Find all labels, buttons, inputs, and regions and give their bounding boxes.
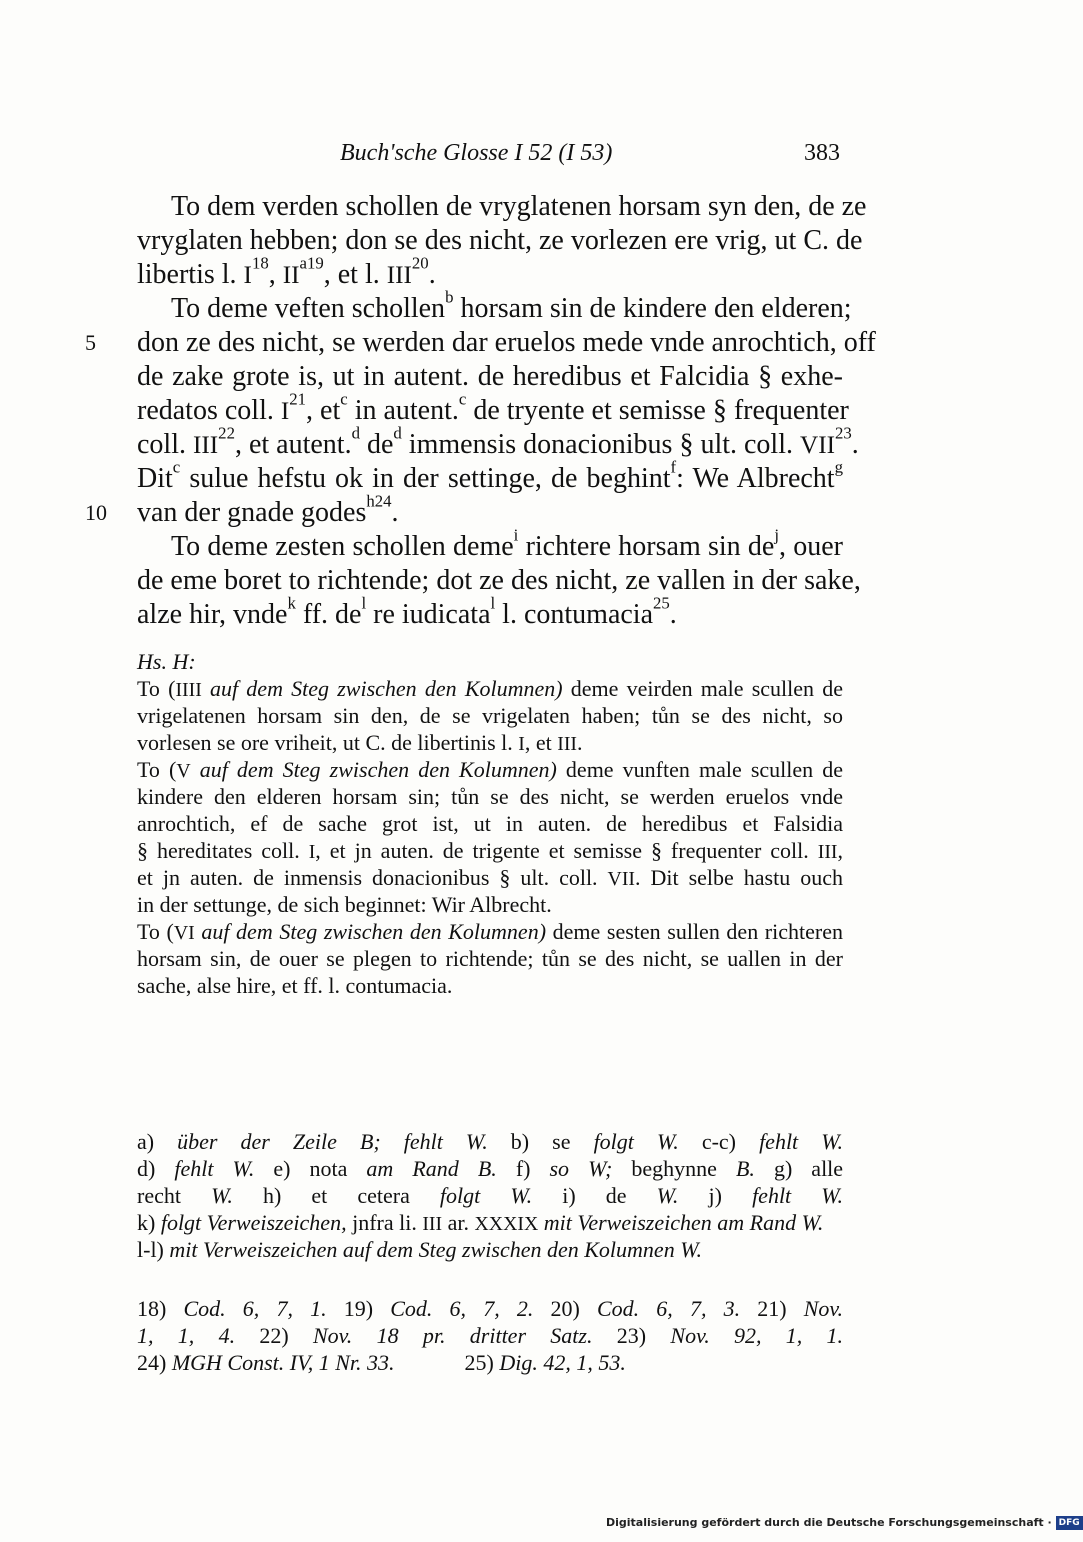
footnote-ref: a19 <box>299 253 324 273</box>
critical-apparatus <box>137 1128 843 1263</box>
text-span: Cod. 6, 7, 2. <box>390 1296 534 1321</box>
roman-numeral: I <box>308 841 316 863</box>
roman-numeral: III <box>557 733 578 755</box>
roman-numeral: III <box>386 262 412 289</box>
text-span: de zake grote is, ut in autent. de heredibus et Falcidia § exhe- <box>137 361 843 392</box>
text-span: i) de <box>562 1183 657 1208</box>
text-span: . <box>669 599 677 630</box>
text-span: , et autent. <box>234 429 352 460</box>
text-span: 20) <box>550 1296 597 1321</box>
section-heading <box>137 648 843 675</box>
text-span: To deme veften schollen <box>171 293 446 324</box>
source-line <box>137 1349 843 1376</box>
editorial-note: auf dem Steg zwischen den Kolumnen) <box>201 676 563 701</box>
digitization-credit <box>606 1513 1083 1533</box>
text-span: ff. de <box>295 599 362 630</box>
text-line <box>137 389 849 428</box>
text-span: mit Verweiszeichen am Rand W. <box>538 1210 824 1235</box>
source-notes <box>137 1295 843 1376</box>
text-line <box>137 253 843 292</box>
text-span: h) et cetera <box>262 1183 440 1208</box>
text-span: b) se <box>510 1129 594 1154</box>
text-line <box>85 491 843 530</box>
footnote-ref: b <box>445 287 454 307</box>
footnote-ref: j <box>774 525 779 545</box>
text-span: . <box>428 259 436 290</box>
text-span: § hereditates coll. <box>137 838 309 863</box>
text-span: deme veirden male scullen de <box>562 676 843 701</box>
footnote-ref: 23 <box>834 423 852 443</box>
text-line <box>137 675 843 702</box>
text-span: alze hir, vnde <box>137 599 288 630</box>
text-span: : We Albrecht <box>676 463 835 494</box>
text-span: . <box>851 429 859 460</box>
text-span: vrigelatenen horsam sin den, de se vrigelaten haben; tůn se des nicht, so <box>137 703 843 728</box>
footnote-ref: d <box>393 423 402 443</box>
text-span: Dig. 42, 1, 53. <box>499 1350 626 1375</box>
text-span: sache, alse hire, et ff. l. contumacia. <box>137 973 453 998</box>
apparatus-line <box>137 1182 843 1209</box>
text-span: B. <box>735 1156 755 1181</box>
text-span: Cod. 6, 7, 1. <box>183 1296 327 1321</box>
text-span: . <box>391 497 399 528</box>
text-span: , ouer <box>779 531 843 562</box>
text-line <box>137 525 843 564</box>
text-span: horsam sin, de ouer se plegen to richtende; tůn se des nicht, se uallen in der <box>137 946 843 971</box>
text-span: 25) <box>464 1350 500 1375</box>
footnote-ref: k <box>287 593 296 613</box>
text-span: coll. <box>137 429 193 460</box>
footnote-ref: d <box>351 423 360 443</box>
text-span: To ( <box>137 919 174 944</box>
text-line <box>137 783 843 810</box>
main-text <box>85 190 876 632</box>
text-span: redatos coll. <box>137 395 281 426</box>
text-span: Dit <box>137 463 173 494</box>
apparatus-line <box>137 1128 843 1155</box>
text-line <box>137 837 843 864</box>
footnote-ref: c <box>172 457 181 477</box>
text-span: et jn auten. de inmensis donacionibus § ult. coll. <box>137 865 608 890</box>
text-span: l-l) <box>137 1237 170 1262</box>
running-title: Buch'sche Glosse I 52 (I 53) <box>340 140 613 166</box>
footnote-ref: 25 <box>653 593 670 613</box>
text-span: , et <box>306 395 341 426</box>
text-span: k) <box>137 1210 161 1235</box>
text-line <box>137 810 843 837</box>
text-line <box>137 972 843 999</box>
running-head <box>340 136 840 170</box>
text-span: W. <box>211 1183 233 1208</box>
text-span: anrochtich, ef de sache grot ist, ut in auten. de heredibus et Falsidia <box>137 811 843 836</box>
roman-numeral: I <box>243 262 252 289</box>
text-span: richtere horsam sin de <box>518 531 775 562</box>
editorial-note: auf dem Steg zwischen den Kolumnen) <box>190 757 557 782</box>
text-span: To ( <box>137 676 176 701</box>
footnote-ref: c <box>340 389 348 409</box>
text-span: 23) <box>616 1323 671 1348</box>
roman-numeral: I <box>518 733 525 755</box>
text-span: To ( <box>137 757 177 782</box>
text-line <box>85 326 876 360</box>
text-line <box>137 457 843 496</box>
text-span: . Dit selbe hastu ouch <box>635 865 843 890</box>
text-line <box>137 287 852 326</box>
text-span: immensis donacionibus § ult. coll. <box>401 429 800 460</box>
roman-numeral: III <box>193 432 219 459</box>
text-span: ar. <box>442 1210 475 1235</box>
footnote-ref: l <box>361 593 367 613</box>
roman-numeral: VII <box>607 868 636 890</box>
text-span: kindere den elderen horsam sin; tůn se des nicht, se werden eruelos vnde <box>137 784 843 809</box>
roman-numeral: I <box>280 398 290 425</box>
text-line <box>137 702 843 729</box>
footnote-ref: c <box>458 389 467 409</box>
text-span: de eme boret to richtende; dot ze des nicht, ze vallen in der sake, <box>137 565 861 596</box>
text-span: libertis l. <box>137 259 244 290</box>
text-span: de tryente et semisse § frequenter <box>466 395 849 426</box>
text-line <box>137 945 843 972</box>
footnote-ref: 18 <box>251 253 269 273</box>
text-span: in der settunge, de sich beginnet: Wir Albrecht. <box>137 892 552 917</box>
footnote-ref: h24 <box>366 491 392 511</box>
text-span: Nov. <box>803 1296 844 1321</box>
roman-numeral: II <box>282 262 300 289</box>
footnote-ref: i <box>513 525 519 545</box>
apparatus-line <box>137 1209 843 1236</box>
text-span: Cod. 6, 7, 3. <box>596 1296 741 1321</box>
text-span: fehlt W. <box>759 1129 844 1154</box>
text-span: g) alle <box>773 1156 844 1181</box>
text-span: f) <box>515 1156 550 1181</box>
text-span: mit Verweiszeichen auf dem Steg zwischen den Kolumnen W. <box>169 1237 702 1262</box>
text-span: van der gnade godes <box>137 497 367 528</box>
text-span: To deme zesten schollen deme <box>171 531 514 562</box>
text-span: 19) <box>343 1296 391 1321</box>
text-span: vryglaten hebben; don se des nicht, ze vorlezen ere vrig, ut C. de <box>137 225 863 256</box>
text-line <box>137 423 859 462</box>
text-span: fehlt W. <box>174 1156 255 1181</box>
text-span: MGH Const. IV, 1 Nr. 33. <box>171 1350 395 1375</box>
roman-numeral: III <box>817 841 838 863</box>
text-line <box>137 224 863 258</box>
text-span: d) <box>137 1156 175 1181</box>
text-span: recht <box>137 1183 212 1208</box>
footnote-ref: l <box>490 593 496 613</box>
text-span: W. <box>656 1183 679 1208</box>
apparatus-line <box>137 1155 843 1182</box>
text-span: folgt Verweiszeichen, <box>160 1210 347 1235</box>
footnote-ref: f <box>670 457 677 477</box>
apparatus-line <box>137 1236 843 1263</box>
text-line <box>137 729 843 756</box>
roman-numeral: VII <box>800 432 835 459</box>
editorial-note: auf dem Steg zwischen den Kolumnen) <box>194 919 547 944</box>
text-span: in autent. <box>347 395 459 426</box>
manuscript-h-variant <box>137 648 843 999</box>
text-line <box>137 891 843 918</box>
dfg-logo-icon: DFG <box>1056 1516 1083 1530</box>
text-line <box>137 864 843 891</box>
credit-text: Digitalisierung gefördert durch die Deutsche Forschungsgemeinschaft · <box>606 1516 1052 1529</box>
text-span: j) <box>708 1183 753 1208</box>
text-span: , <box>268 259 283 290</box>
footnote-ref: g <box>834 457 843 477</box>
roman-numeral: XXXIX <box>474 1213 539 1235</box>
text-span: 18) <box>137 1296 184 1321</box>
text-span: jnfra li. <box>346 1210 423 1235</box>
text-span: 24) <box>137 1350 172 1375</box>
roman-numeral: IIII <box>175 679 202 701</box>
text-span: re iudicata <box>366 599 491 630</box>
text-span: fehlt W. <box>752 1183 844 1208</box>
text-span: am Rand B. <box>366 1156 497 1181</box>
roman-numeral: V <box>176 760 191 782</box>
text-span: c-c) <box>701 1129 760 1154</box>
footnote-ref: 20 <box>411 253 429 273</box>
text-span: vorlesen se ore vriheit, ut C. de libertinis l. <box>137 730 519 755</box>
text-span: . <box>577 730 583 755</box>
text-span: , et jn auten. de trigente et semisse § frequenter coll. <box>315 838 818 863</box>
text-span: Hs. H: <box>137 649 196 674</box>
text-span: 1, 1, 4. <box>137 1323 236 1348</box>
source-line <box>137 1322 843 1349</box>
text-span: , <box>837 838 843 863</box>
roman-numeral: III <box>422 1213 443 1235</box>
text-span: beghynne <box>612 1156 736 1181</box>
text-span: , et <box>524 730 558 755</box>
line-number: 10 <box>85 500 107 525</box>
text-span: sulue hefstu ok in der settinge, de beghint <box>180 463 671 494</box>
page-number: 383 <box>804 140 840 166</box>
text-span: , et l. <box>323 259 387 290</box>
text-span: To dem verden schollen de vryglatenen horsam syn den, de ze <box>171 191 867 222</box>
roman-numeral: VI <box>173 922 195 944</box>
text-span: 22) <box>259 1323 313 1348</box>
text-span: don ze des nicht, se werden dar eruelos mede vnde anrochtich, off <box>137 327 876 358</box>
footnote-ref: 22 <box>218 423 235 443</box>
text-line <box>137 918 843 945</box>
text-span: 21) <box>757 1296 804 1321</box>
line-number: 5 <box>85 330 96 355</box>
text-span: l. contumacia <box>495 599 653 630</box>
text-span: so W; <box>549 1156 613 1181</box>
text-line <box>137 360 843 394</box>
text-line <box>137 593 843 632</box>
text-span: Nov. 92, 1, 1. <box>670 1323 844 1348</box>
text-line <box>137 190 867 224</box>
text-span: deme vunften male scullen de <box>556 757 843 782</box>
text-span: e) nota <box>273 1156 367 1181</box>
text-span: horsam sin de kindere den elderen; <box>453 293 852 324</box>
text-span: Nov. 18 pr. dritter Satz. <box>313 1323 593 1348</box>
source-line <box>137 1295 843 1322</box>
footnote-ref: 21 <box>289 389 307 409</box>
text-span: über der Zeile B; fehlt W. <box>177 1129 488 1154</box>
text-span: de <box>359 429 394 460</box>
text-line <box>137 756 843 783</box>
text-span: folgt W. <box>439 1183 533 1208</box>
text-span: a) <box>137 1129 178 1154</box>
text-span: deme sesten sullen den richteren <box>546 919 843 944</box>
text-span: folgt W. <box>593 1129 679 1154</box>
